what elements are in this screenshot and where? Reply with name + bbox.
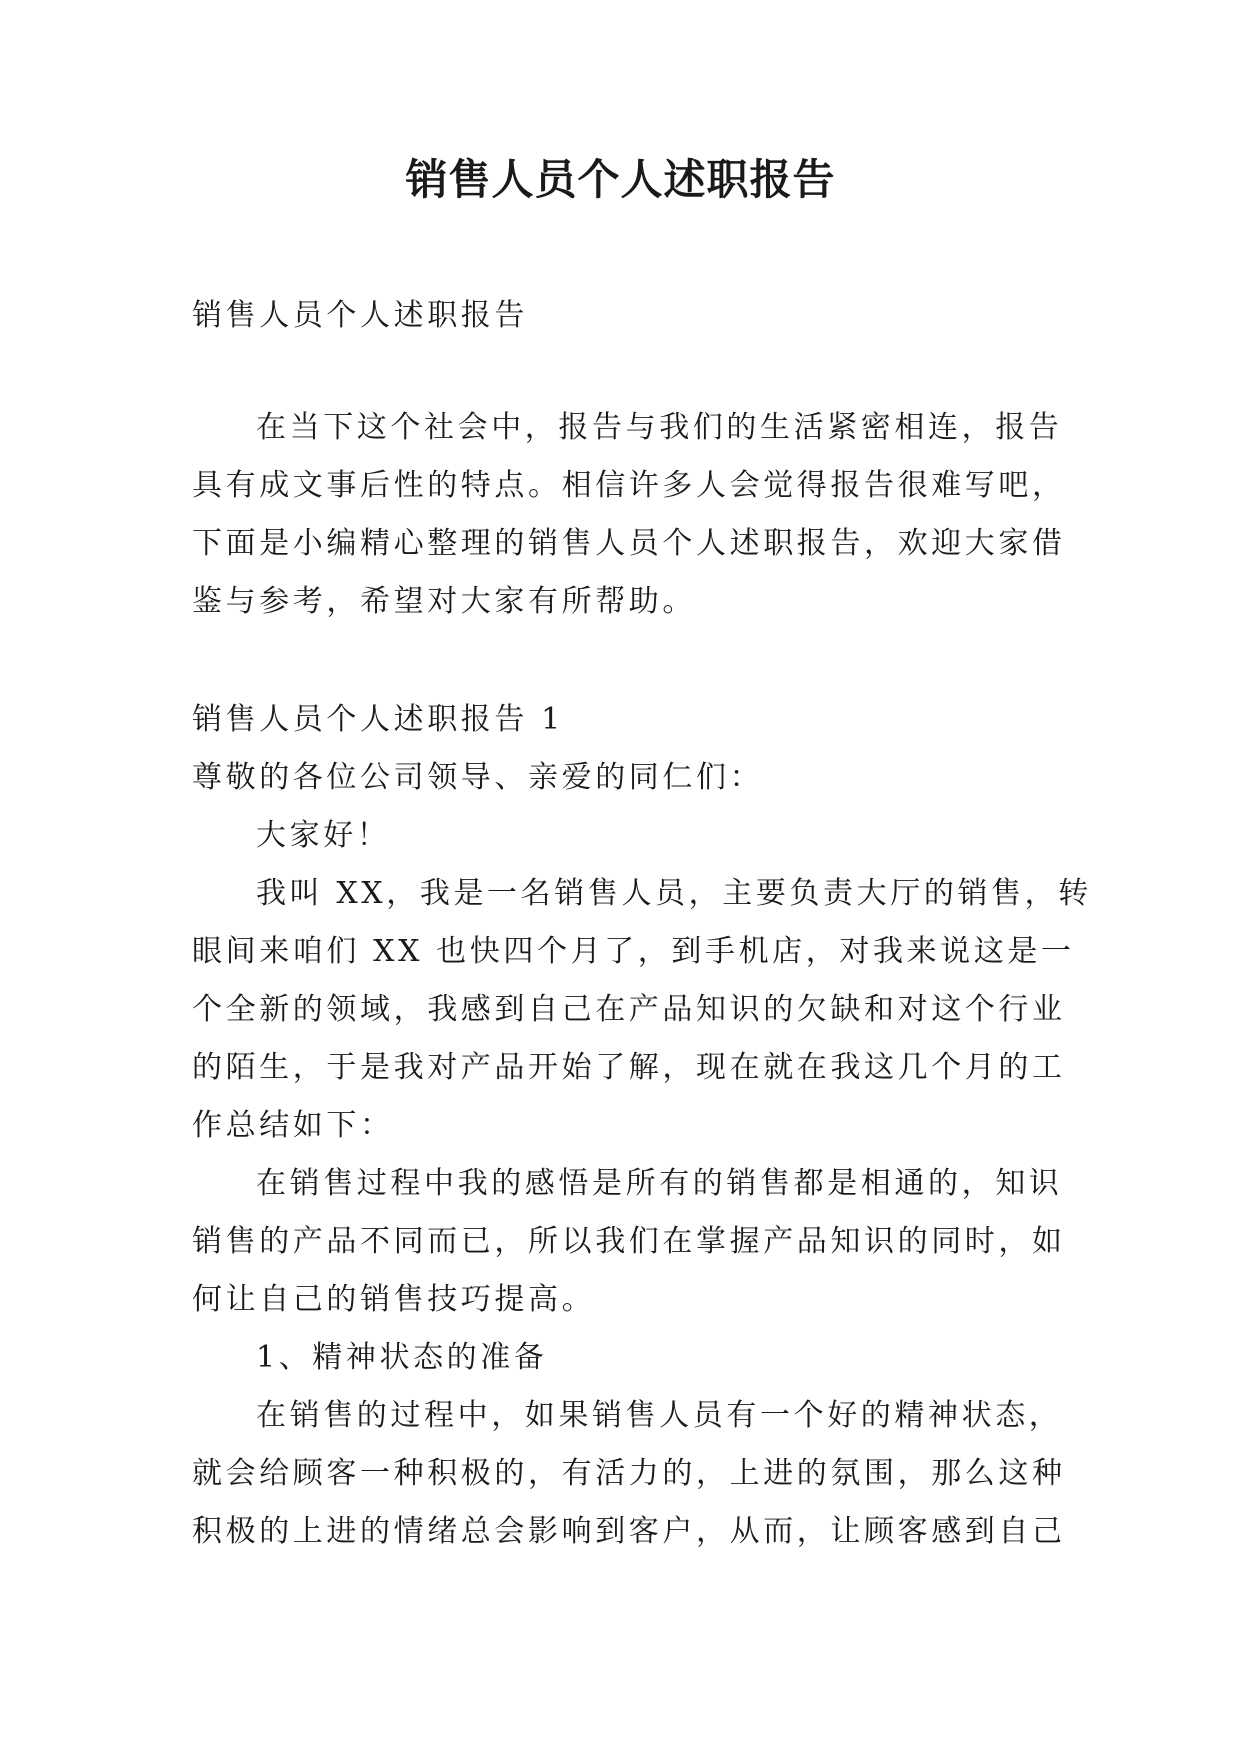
paragraph-line: 眼间来咱们 XX 也快四个月了，到手机店，对我来说这是一: [192, 934, 1075, 969]
paragraph-line: 个全新的领域，我感到自己在产品知识的欠缺和对这个行业: [192, 992, 1066, 1027]
paragraph-line: 销售的产品不同而已，所以我们在掌握产品知识的同时，如: [192, 1224, 1066, 1259]
subtitle: 销售人员个人述职报告: [192, 298, 528, 333]
paragraph-line: 积极的上进的情绪总会影响到客户，从而，让顾客感到自己: [192, 1514, 1066, 1549]
paragraph-line: 在销售过程中我的感悟是所有的销售都是相通的，知识: [256, 1166, 1063, 1201]
intro-line: 在当下这个社会中，报告与我们的生活紧密相连，报告: [256, 410, 1063, 445]
salutation: 尊敬的各位公司领导、亲爱的同仁们：: [192, 760, 764, 795]
paragraph-line: 就会给顾客一种积极的，有活力的，上进的氛围，那么这种: [192, 1456, 1066, 1491]
section-heading: 销售人员个人述职报告 1: [192, 702, 564, 737]
intro-line: 鉴与参考，希望对大家有所帮助。: [192, 584, 696, 619]
paragraph-line: 作总结如下：: [192, 1108, 394, 1143]
intro-line: 下面是小编精心整理的销售人员个人述职报告，欢迎大家借: [192, 526, 1066, 561]
paragraph-line: 在销售的过程中，如果销售人员有一个好的精神状态，: [256, 1398, 1063, 1433]
point-heading: 1、精神状态的准备: [256, 1340, 548, 1375]
paragraph-line: 我叫 XX，我是一名销售人员，主要负责大厅的销售，转: [256, 876, 1092, 911]
paragraph-line: 的陌生，于是我对产品开始了解，现在就在我这几个月的工: [192, 1050, 1066, 1085]
document-title: 销售人员个人述职报告: [405, 155, 836, 204]
greeting: 大家好！: [256, 818, 391, 853]
intro-line: 具有成文事后性的特点。相信许多人会觉得报告很难写吧，: [192, 468, 1066, 503]
paragraph-line: 何让自己的销售技巧提高。: [192, 1282, 596, 1317]
